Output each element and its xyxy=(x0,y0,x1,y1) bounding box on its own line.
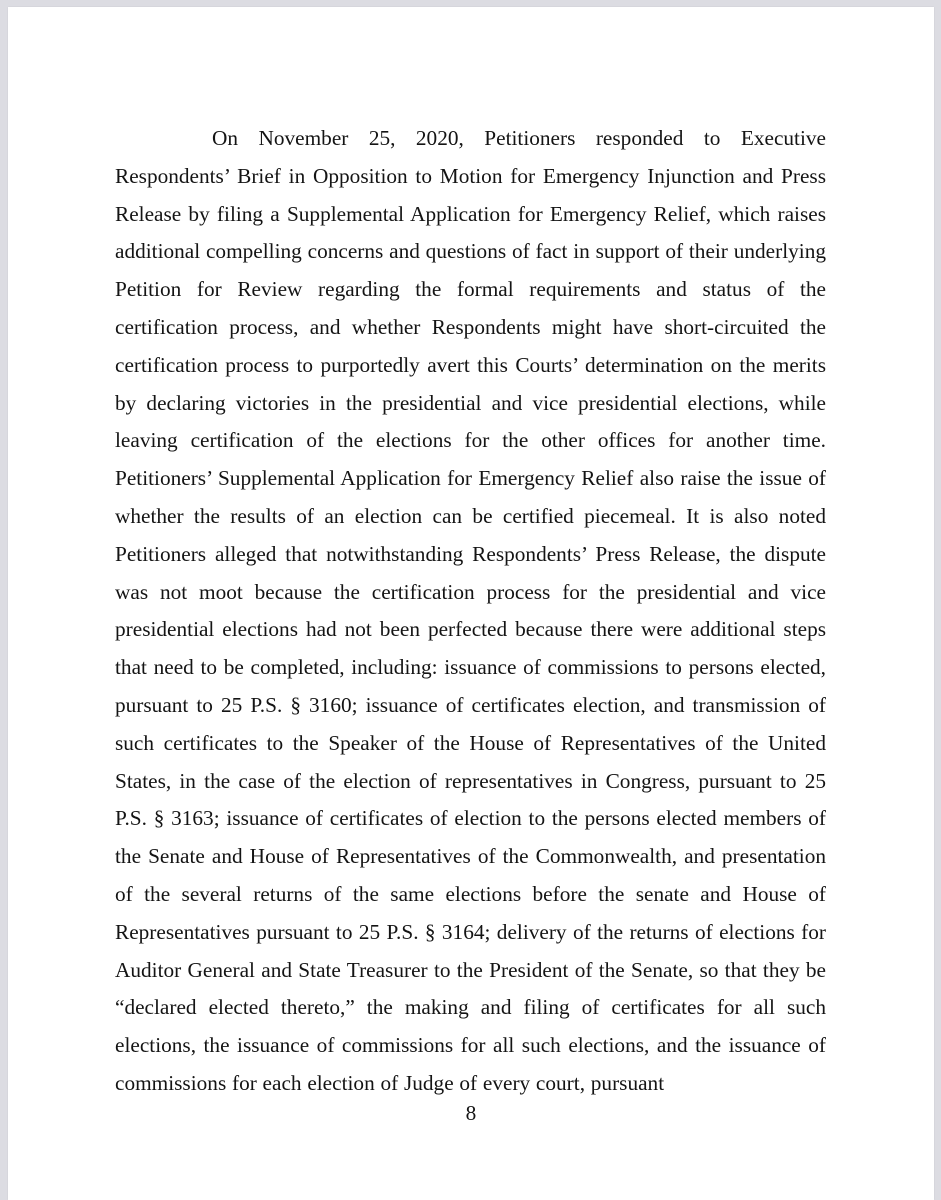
body-paragraph: On November 25, 2020, Petitioners responded to Executive Respondents’ Brief in Opposition to Motion for Emergency Injunction and Press Release by filing a Supplemental Application for Emergency Relief, which raises additional compelling concerns and questions of fact in support of their underlying Petition for Review regarding the formal requirements and status of the certification process, and whether Respondents might have short-circuited the certification process to purportedly avert this Courts’ determination on the merits by declaring victories in the presidential and vice presidential elections, while leaving certification of the elections for the other offices for another time. Petitioners’ Supplemental Application for Emergency Relief also raise the issue of whether the results of an election can be certified piecemeal. It is also noted Petitioners alleged that notwithstanding Respondents’ Press Release, the dispute was not moot because the certification process for the presidential and vice presidential elections had not been perfected because there were additional steps that need to be completed, including: issuance of commissions to persons elected, pursuant to 25 P.S. § 3160; issuance of certificates election, and transmission of such certificates to the Speaker of the House of Representatives of the United States, in the case of the election of representatives in Congress, pursuant to 25 P.S. § 3163; issuance of certificates of election to the persons elected members of the Senate and House of Representatives of the Commonwealth, and presentation of the several returns of the same elections before the senate and House of Representatives pursuant to 25 P.S. § 3164; delivery of the returns of elections for Auditor General and State Treasurer to the President of the Senate, so that they be “declared elected thereto,” the making and filing of certificates for all such elections, the issuance of commissions for all such elections, and the issuance of commissions for each election of Judge of every court, pursuant xyxy=(115,126,826,1095)
document-page-sheet xyxy=(8,7,934,1200)
page-number: 8 xyxy=(465,1101,477,1125)
document-body xyxy=(115,120,826,1103)
